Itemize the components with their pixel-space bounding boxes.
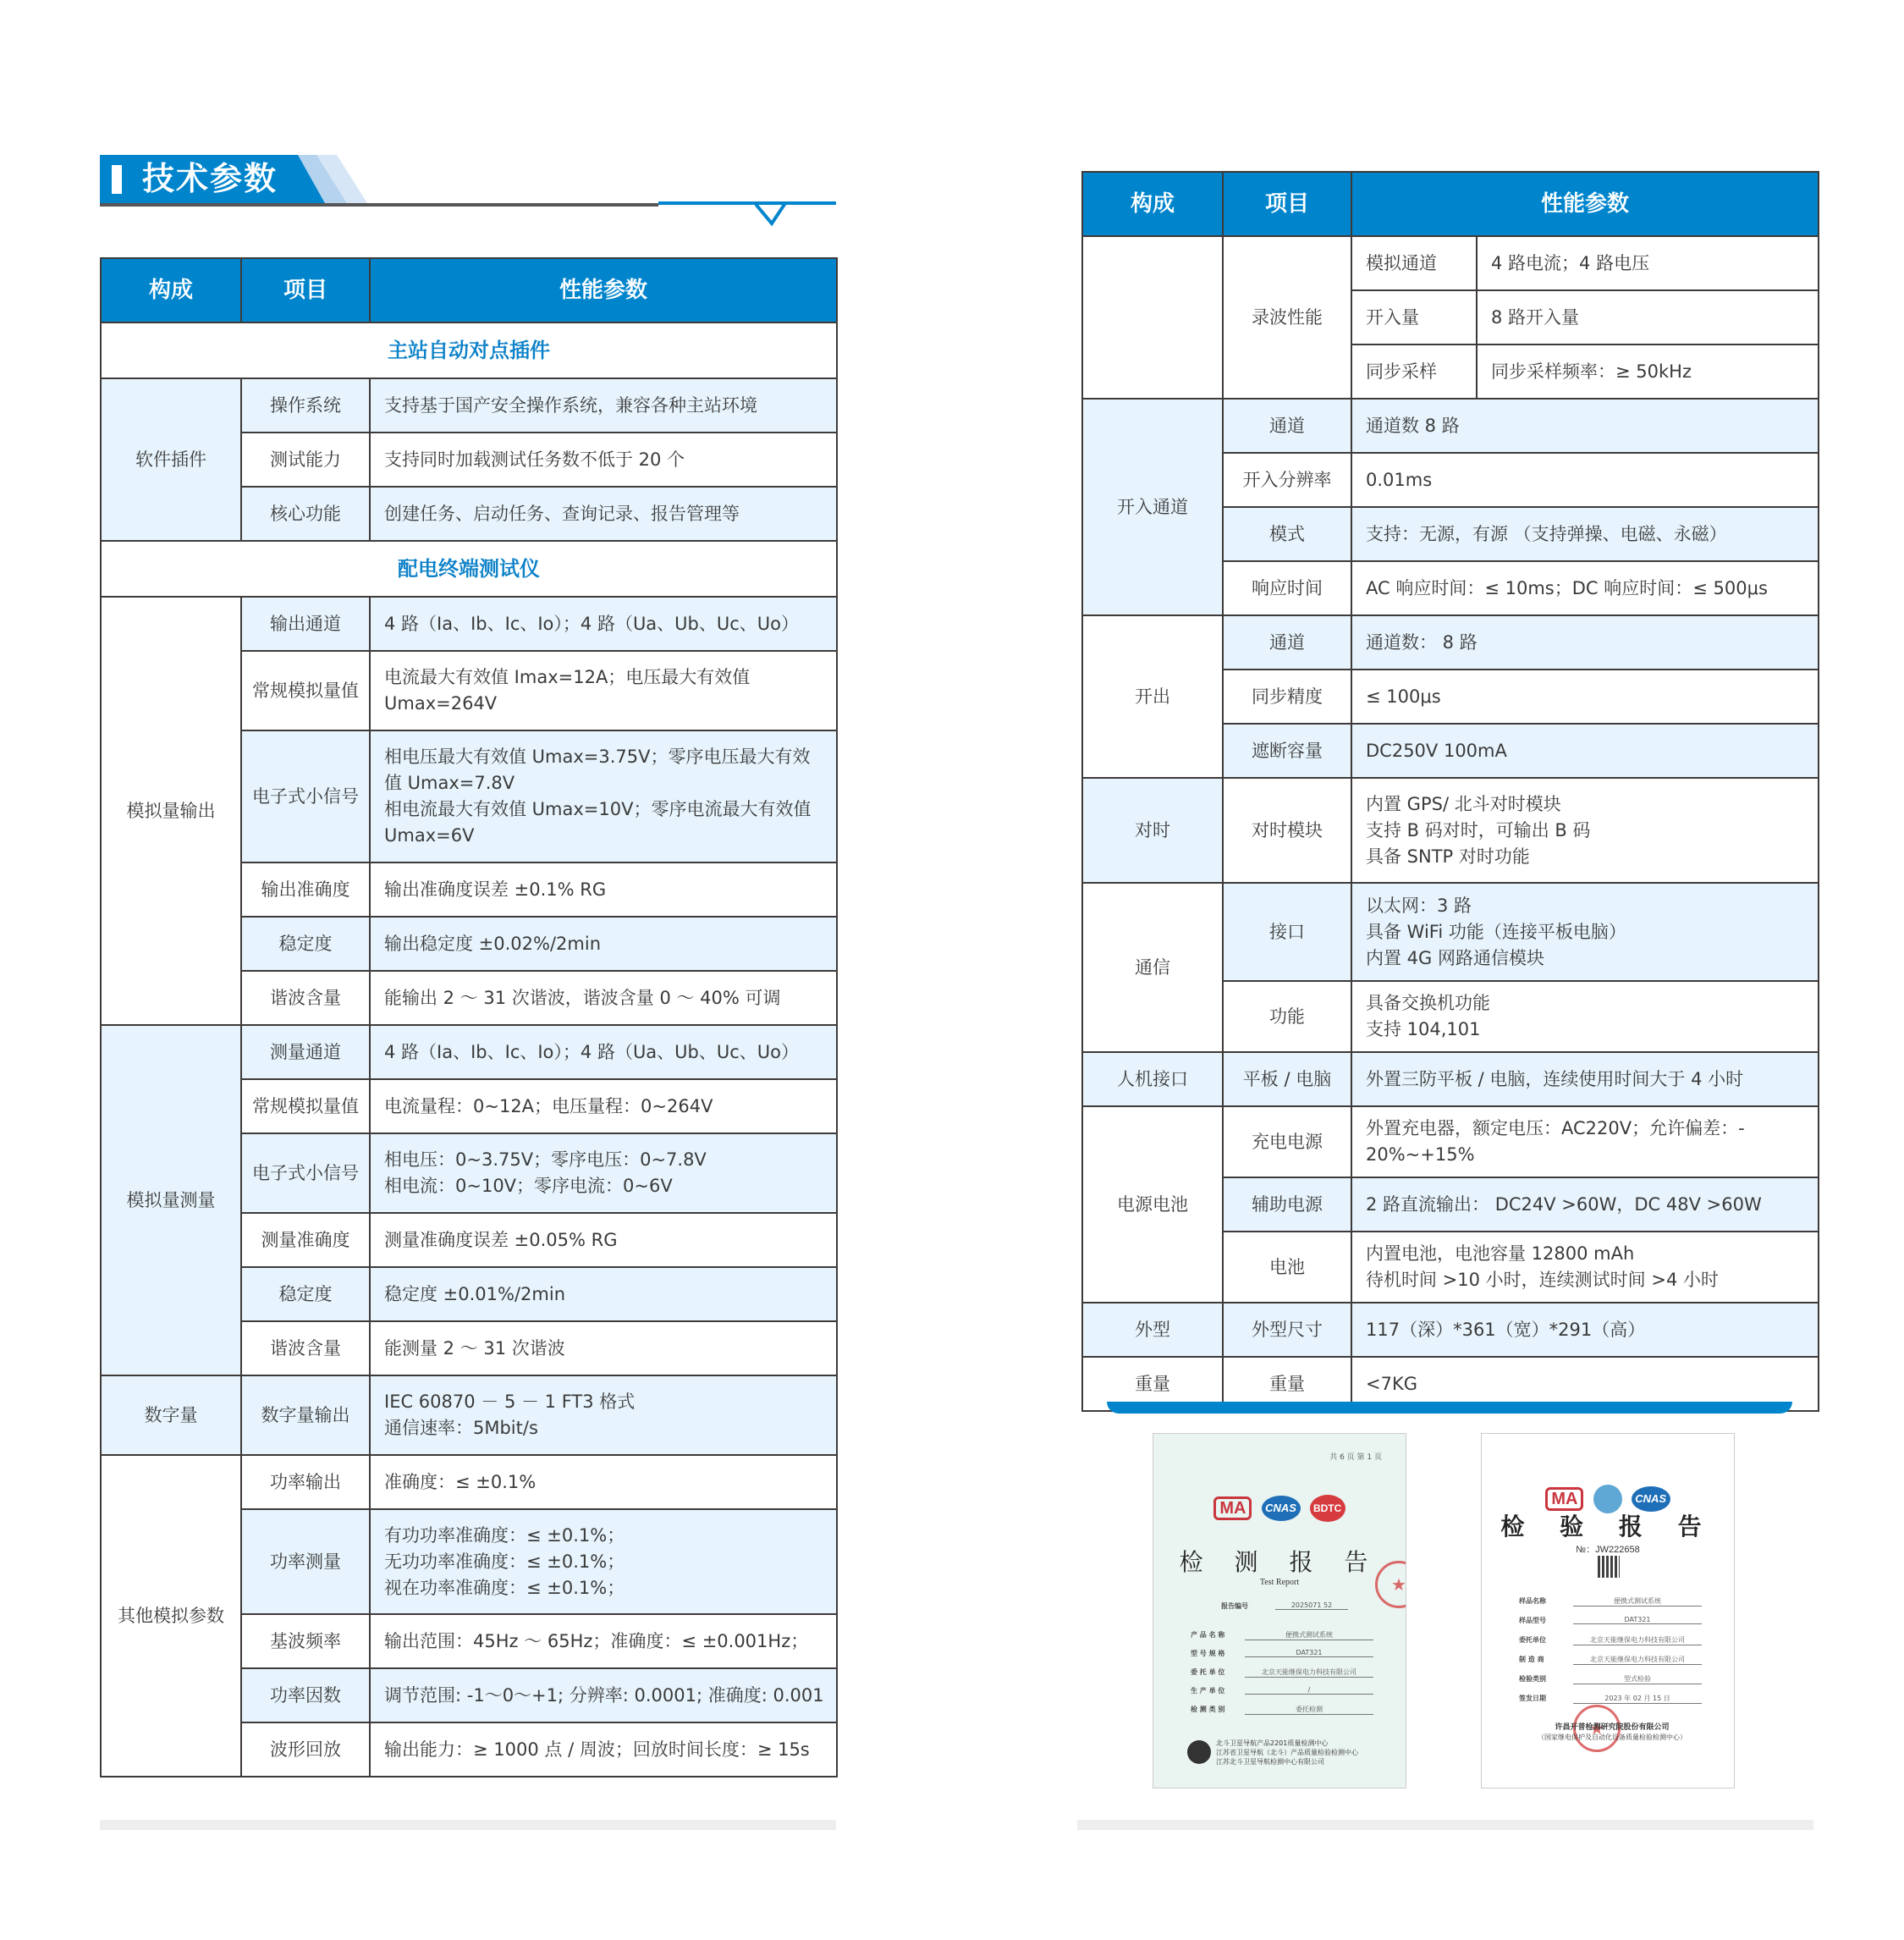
item-value: 输出稳定度 ±0.02%/2min <box>370 917 837 971</box>
item-label: 测量通道 <box>241 1025 370 1079</box>
org-line: （国家继电保护及自动化设备质量检验检测中心） <box>1538 1733 1687 1741</box>
sub-item-label: 模拟通道 <box>1351 236 1477 290</box>
value-line: 支持 104,101 <box>1366 1019 1481 1039</box>
item-label: 稳定度 <box>241 917 370 971</box>
section-heading: 配电终端测试仪 <box>101 541 837 597</box>
field-value: 委托检测 <box>1245 1705 1373 1715</box>
item-label: 模式 <box>1223 507 1351 561</box>
item-label: 波形回放 <box>241 1722 370 1777</box>
item-label: 重量 <box>1223 1357 1351 1411</box>
value-line: 视在功率准确度：≤ ±0.1%； <box>384 1577 625 1598</box>
item-value: AC 响应时间：≤ 10ms；DC 响应时间：≤ 500μs <box>1351 561 1819 615</box>
item-label: 输出准确度 <box>241 863 370 917</box>
title-divider <box>100 203 658 207</box>
item-value: 输出范围：45Hz ～ 65Hz；准确度：≤ ±0.001Hz； <box>370 1614 837 1668</box>
certificate-field <box>1191 1684 1373 1700</box>
page-number: 共 6 页 第 1 页 <box>1329 1453 1382 1462</box>
item-label: 同步精度 <box>1223 670 1351 724</box>
section-row <box>101 541 837 597</box>
group-label: 外型 <box>1082 1303 1223 1357</box>
group-label: 电源电池 <box>1082 1106 1223 1303</box>
item-value: 测量准确度误差 ±0.05% RG <box>370 1213 837 1267</box>
report-number-field <box>1221 1600 1348 1615</box>
item-label: 测量准确度 <box>241 1213 370 1267</box>
field-label: 检 测 类 别 <box>1191 1706 1225 1713</box>
field-label: 产 品 名 称 <box>1191 1631 1225 1639</box>
field-label: 检验类别 <box>1519 1675 1546 1683</box>
table-row <box>101 1025 837 1079</box>
item-label: 核心功能 <box>241 487 370 541</box>
title-divider-accent <box>658 201 836 205</box>
item-label: 输出通道 <box>241 597 370 651</box>
item-value: ≤ 100μs <box>1351 670 1819 724</box>
item-label: 功率因数 <box>241 1668 370 1722</box>
value-line: Umax=6V <box>384 825 475 846</box>
column-header: 性能参数 <box>370 258 837 322</box>
item-label: 基波频率 <box>241 1614 370 1668</box>
item-label: 遮断容量 <box>1223 724 1351 778</box>
group-label: 软件插件 <box>101 378 241 541</box>
column-header: 构成 <box>101 258 241 322</box>
item-value <box>370 651 837 730</box>
item-label: 电子式小信号 <box>241 730 370 863</box>
value-line: 20%~+15% <box>1366 1144 1475 1165</box>
item-value: <7KG <box>1351 1357 1819 1411</box>
item-label: 对时模块 <box>1223 778 1351 883</box>
test-report-certificate <box>1153 1433 1406 1788</box>
column-header: 构成 <box>1082 172 1223 236</box>
table-footer-accent <box>1107 1402 1792 1414</box>
item-label: 功率输出 <box>241 1455 370 1509</box>
item-value <box>370 730 837 863</box>
field-value: / <box>1245 1686 1373 1695</box>
value-line: 具备 SNTP 对时功能 <box>1366 846 1530 867</box>
certificate-field <box>1191 1629 1373 1644</box>
item-value <box>1351 883 1819 981</box>
inspection-report-certificate <box>1481 1433 1735 1788</box>
item-label: 电池 <box>1223 1232 1351 1303</box>
item-label: 功率测量 <box>241 1509 370 1614</box>
certificate-field <box>1519 1692 1702 1707</box>
value-line: 待机时间 >10 小时，连续测试时间 >4 小时 <box>1366 1270 1719 1290</box>
item-value: 同步采样频率：≥ 50kHz <box>1477 344 1819 399</box>
field-label: 生 产 单 位 <box>1191 1687 1225 1695</box>
table-row <box>1082 778 1819 883</box>
item-value <box>370 1375 837 1455</box>
certificate-field <box>1191 1647 1373 1662</box>
item-value: 输出准确度误差 ±0.1% RG <box>370 863 837 917</box>
value-line: 有功功率准确度：≤ ±0.1%； <box>384 1524 625 1546</box>
item-value <box>1351 1106 1819 1177</box>
field-value: 北京天能继保电力科技有限公司 <box>1573 1655 1702 1665</box>
field-value: DAT321 <box>1573 1616 1702 1624</box>
group-label <box>1082 236 1223 399</box>
cnas-logo: CNAS <box>1632 1486 1670 1512</box>
spec-table-left <box>100 257 838 1777</box>
item-label: 谐波含量 <box>241 1321 370 1375</box>
table-row <box>101 1455 837 1509</box>
value-line: IEC 60870 － 5 － 1 FT3 格式 <box>384 1392 636 1412</box>
field-label: 制 造 商 <box>1519 1656 1544 1663</box>
item-label: 接口 <box>1223 883 1351 981</box>
value-line: 相电流：0~10V；零序电流：0~6V <box>384 1176 673 1196</box>
item-value: 支持同时加载测试任务数不低于 20 个 <box>370 433 837 487</box>
item-value: 调节范围: -1～0～+1; 分辨率: 0.0001; 准确度: 0.001 <box>370 1668 837 1722</box>
field-value: DAT321 <box>1245 1649 1373 1657</box>
field-value: 2025071 52 <box>1275 1601 1348 1610</box>
report-number: №：JW222658 <box>1576 1545 1640 1555</box>
page-footer-bar <box>100 1820 836 1830</box>
item-value: 4 路（Ia、Ib、Ic、Io）；4 路（Ua、Ub、Uc、Uo） <box>370 1025 837 1079</box>
item-label: 稳定度 <box>241 1267 370 1321</box>
value-line: Umax=264V <box>384 693 498 714</box>
certificate-field <box>1519 1634 1702 1649</box>
item-label: 平板 / 电脑 <box>1223 1052 1351 1106</box>
table-row <box>1082 883 1819 981</box>
field-label: 型 号 规 格 <box>1191 1650 1225 1657</box>
org-line: 北斗卫星导航产品2201质量检测中心 <box>1216 1739 1329 1747</box>
cnas-logo: CNAS <box>1262 1496 1301 1521</box>
value-line: 以太网：3 路 <box>1366 895 1472 916</box>
group-label: 重量 <box>1082 1357 1223 1411</box>
org-line: 许昌开普检测研究院股份有限公司 <box>1555 1723 1670 1732</box>
item-label: 辅助电源 <box>1223 1177 1351 1232</box>
item-value: 输出能力：≥ 1000 点 / 周波；回放时间长度：≥ 15s <box>370 1722 837 1777</box>
value-line: 具备交换机功能 <box>1366 993 1490 1013</box>
value-line: 内置 4G 网路通信模块 <box>1366 947 1544 968</box>
item-value <box>370 1133 837 1213</box>
item-value: 支持基于国产安全操作系统，兼容各种主站环境 <box>370 378 837 433</box>
item-label: 常规模拟量值 <box>241 651 370 730</box>
value-line: 值 Umax=7.8V <box>384 773 515 793</box>
table-row <box>101 597 837 651</box>
value-line: 相电压：0~3.75V；零序电压：0~7.8V <box>384 1149 707 1170</box>
item-label: 开入分辨率 <box>1223 453 1351 507</box>
value-line: 外置充电器，额定电压：AC220V；允许偏差：- <box>1366 1118 1745 1138</box>
item-value: 能输出 2 ～ 31 次谐波，谐波含量 0 ～ 40% 可调 <box>370 971 837 1025</box>
bdtc-logo: BDTC <box>1310 1495 1345 1522</box>
value-line: 支持 B 码对时，可输出 B 码 <box>1366 819 1591 840</box>
table-row <box>1082 236 1819 290</box>
item-value: 创建任务、启动任务、查询记录、报告管理等 <box>370 487 837 541</box>
item-value: DC250V 100mA <box>1351 724 1819 778</box>
qr-code-icon <box>1598 1556 1620 1578</box>
field-value: 便携式测试系统 <box>1573 1596 1702 1607</box>
column-header: 项目 <box>1223 172 1351 236</box>
table-header-row <box>1082 172 1819 236</box>
item-value: 4 路电流；4 路电压 <box>1477 236 1819 290</box>
item-value <box>1351 778 1819 883</box>
item-label: 测试能力 <box>241 433 370 487</box>
issuing-organization <box>1507 1723 1717 1742</box>
group-label: 通信 <box>1082 883 1223 1052</box>
certificate-subtitle: Test Report <box>1259 1578 1300 1587</box>
org-line: 江苏省卫星导航（北斗）产品质量检验检测中心 <box>1216 1749 1358 1756</box>
page-footer-bar <box>1077 1820 1813 1830</box>
item-value: 稳定度 ±0.01%/2min <box>370 1267 837 1321</box>
certificate-field <box>1519 1595 1702 1610</box>
sub-item-label: 开入量 <box>1351 290 1477 344</box>
value-line: 具备 WiFi 功能（连接平板电脑） <box>1366 921 1626 942</box>
item-value: 117（深）*361（宽）*291（高） <box>1351 1303 1819 1357</box>
field-value: 型式检验 <box>1573 1674 1702 1684</box>
group-label: 模拟量测量 <box>101 1025 241 1375</box>
item-label: 通道 <box>1223 399 1351 453</box>
item-label: 电子式小信号 <box>241 1133 370 1213</box>
item-value: 外置三防平板 / 电脑，连续使用时间大于 4 小时 <box>1351 1052 1819 1106</box>
field-value: 便携式测试系统 <box>1245 1630 1373 1640</box>
field-value: 北京天能继保电力科技有限公司 <box>1573 1635 1702 1645</box>
group-label: 开出 <box>1082 615 1223 778</box>
table-row <box>1082 1303 1819 1357</box>
accreditation-logos <box>1153 1495 1406 1522</box>
item-label: 录波性能 <box>1223 236 1351 399</box>
group-label: 其他模拟参数 <box>101 1455 241 1777</box>
field-label: 样品名称 <box>1519 1597 1546 1605</box>
table-row <box>1082 399 1819 453</box>
value-line: 内置 GPS/ 北斗对时模块 <box>1366 793 1561 814</box>
item-value: 4 路（Ia、Ib、Ic、Io）；4 路（Ua、Ub、Uc、Uo） <box>370 597 837 651</box>
certificate-field <box>1191 1703 1373 1718</box>
value-line: 通信速率：5Mbit/s <box>384 1418 538 1438</box>
spec-table-right <box>1081 171 1819 1412</box>
column-header: 项目 <box>241 258 370 322</box>
table-row <box>1082 1052 1819 1106</box>
value-line: 内置电池，电池容量 12800 mAh <box>1366 1243 1635 1264</box>
table-row <box>101 1375 837 1455</box>
chevron-down-icon <box>755 201 797 229</box>
issuing-organization <box>1216 1739 1389 1766</box>
title-bar-icon <box>112 165 122 194</box>
section-title-banner <box>100 155 836 207</box>
group-label: 模拟量输出 <box>101 597 241 1025</box>
item-label: 谐波含量 <box>241 971 370 1025</box>
section-heading: 主站自动对点插件 <box>101 322 837 378</box>
group-label: 人机接口 <box>1082 1052 1223 1106</box>
item-value: 8 路开入量 <box>1477 290 1819 344</box>
item-value: 支持：无源，有源 （支持弹操、电磁、永磁） <box>1351 507 1819 561</box>
sub-item-label: 同步采样 <box>1351 344 1477 399</box>
item-label: 功能 <box>1223 981 1351 1052</box>
value-line: 电流最大有效值 Imax=12A；电压最大有效值 <box>384 667 751 687</box>
field-value: 2023 年 02 月 15 日 <box>1573 1694 1702 1704</box>
item-label: 操作系统 <box>241 378 370 433</box>
field-value: 北京天能继保电力科技有限公司 <box>1245 1667 1373 1678</box>
field-label: 签发日期 <box>1519 1695 1546 1702</box>
group-label: 对时 <box>1082 778 1223 883</box>
field-label: 报告编号 <box>1221 1602 1248 1610</box>
certificate-field <box>1519 1614 1702 1629</box>
item-label: 外型尺寸 <box>1223 1303 1351 1357</box>
item-value: 通道数 8 路 <box>1351 399 1819 453</box>
item-value: 电流量程：0~12A；电压量程：0~264V <box>370 1079 837 1133</box>
certificate-field <box>1191 1666 1373 1681</box>
item-value: 能测量 2 ～ 31 次谐波 <box>370 1321 837 1375</box>
item-value: 通道数： 8 路 <box>1351 615 1819 670</box>
emblem-icon <box>1187 1740 1211 1764</box>
item-label: 充电电源 <box>1223 1106 1351 1177</box>
item-value <box>1351 1232 1819 1303</box>
cma-logo: MA <box>1213 1496 1252 1520</box>
item-value <box>370 1509 837 1614</box>
certificate-title: 检 测 报 告 <box>1179 1548 1380 1576</box>
item-label: 响应时间 <box>1223 561 1351 615</box>
column-header: 性能参数 <box>1351 172 1819 236</box>
group-label: 开入通道 <box>1082 399 1223 615</box>
table-header-row <box>101 258 837 322</box>
table-row <box>1082 1106 1819 1177</box>
table-row <box>101 378 837 433</box>
value-line: 相电压最大有效值 Umax=3.75V；零序电压最大有效 <box>384 747 811 767</box>
item-label: 常规模拟量值 <box>241 1079 370 1133</box>
item-label: 数字量输出 <box>241 1375 370 1455</box>
certificate-field <box>1519 1673 1702 1688</box>
item-label: 通道 <box>1223 615 1351 670</box>
org-line: 江苏北斗卫星导航检测中心有限公司 <box>1216 1758 1324 1766</box>
certificate-title: 检 验 报 告 <box>1500 1513 1715 1540</box>
section-row <box>101 322 837 378</box>
group-label: 数字量 <box>101 1375 241 1455</box>
item-value <box>1351 981 1819 1052</box>
field-label: 委托单位 <box>1519 1636 1546 1644</box>
table-row <box>1082 615 1819 670</box>
section-title: 技术参数 <box>142 160 278 197</box>
field-label: 样品型号 <box>1519 1617 1546 1624</box>
value-line: 相电流最大有效值 Umax=10V；零序电流最大有效值 <box>384 799 812 819</box>
item-value: 0.01ms <box>1351 453 1819 507</box>
value-line: 无功功率准确度：≤ ±0.1%； <box>384 1551 625 1572</box>
certificate-field <box>1519 1653 1702 1668</box>
field-label: 委 托 单 位 <box>1191 1668 1225 1676</box>
item-value: 2 路直流输出： DC24V >60W，DC 48V >60W <box>1351 1177 1819 1232</box>
item-value: 准确度：≤ ±0.1% <box>370 1455 837 1509</box>
cma-logo: MA <box>1545 1487 1583 1511</box>
